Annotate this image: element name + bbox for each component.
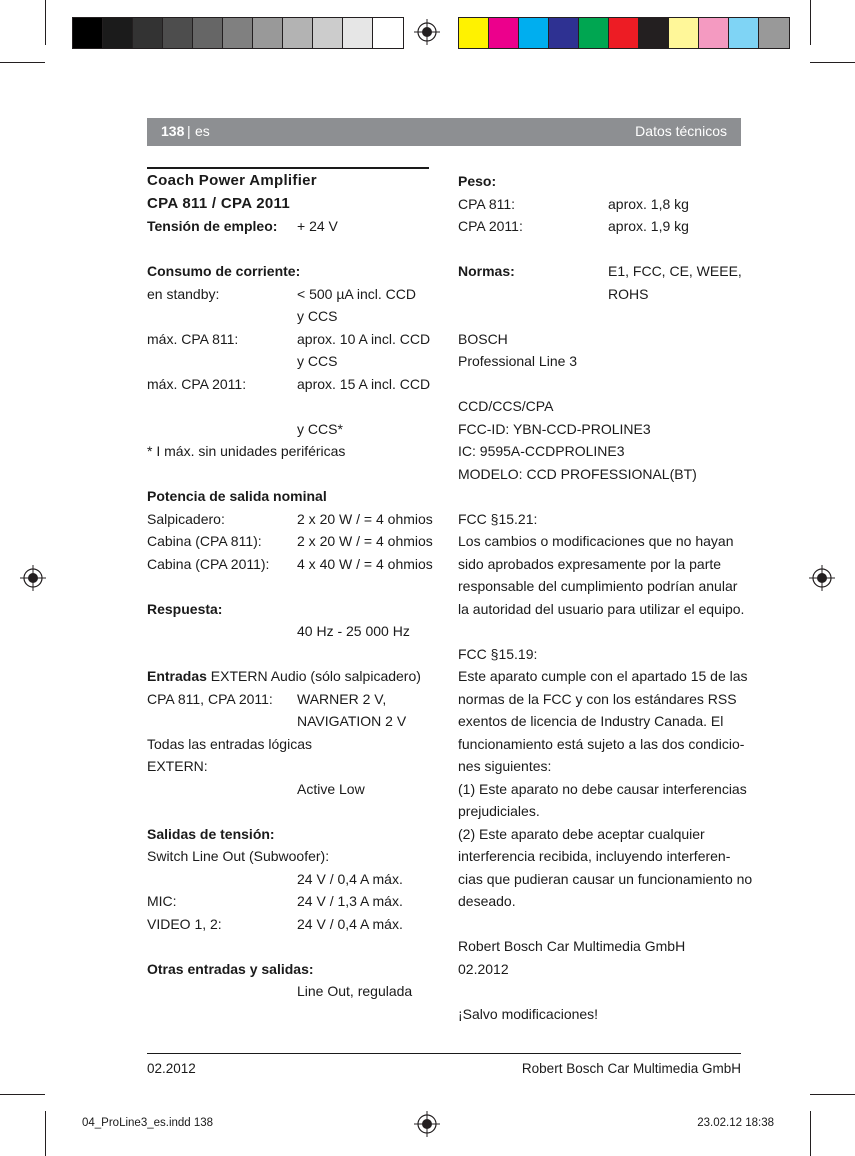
spec-line <box>458 283 748 306</box>
spec-line <box>458 778 748 801</box>
spec-line <box>458 890 748 913</box>
spec-line <box>147 530 437 553</box>
spec-line <box>147 395 437 418</box>
spec-line <box>458 710 748 733</box>
spec-label: nes siguientes: <box>458 758 552 774</box>
spec-value: NAVIGATION 2 V <box>297 713 407 729</box>
spec-line <box>458 193 748 216</box>
color-swatch <box>313 18 343 48</box>
spec-label: Normas: <box>458 263 515 279</box>
color-swatch <box>253 18 283 48</box>
registration-mark-icon <box>809 565 835 591</box>
spec-line <box>458 755 748 778</box>
spec-line <box>458 575 748 598</box>
spec-value: WARNER 2 V, <box>297 690 387 707</box>
spec-label: sido aprobados expresamente por la parte <box>458 555 722 572</box>
spec-label: CPA 2011: <box>458 218 523 234</box>
spec-line <box>147 643 437 666</box>
spec-line <box>458 845 748 868</box>
crop-mark <box>810 1094 855 1095</box>
left-spec-column <box>147 215 437 1003</box>
spec-line <box>147 913 437 936</box>
page-header <box>147 118 741 146</box>
spec-line <box>147 778 437 801</box>
spec-value: 2 x 20 W / = 4 ohmios <box>297 510 433 527</box>
spec-line <box>458 913 748 936</box>
spec-label: Salpicadero: <box>147 510 225 527</box>
spec-line <box>147 283 437 306</box>
color-swatch <box>133 18 163 48</box>
spec-label: Cabina (CPA 811): <box>147 533 262 549</box>
spec-label: 02.2012 <box>458 960 509 977</box>
spec-value: y CCS <box>297 308 338 324</box>
spec-line <box>458 935 748 958</box>
section-title: Datos técnicos <box>635 123 727 139</box>
spec-label: CCD/CCS/CPA <box>458 398 554 414</box>
title-rule <box>147 167 429 169</box>
spec-line <box>147 733 437 756</box>
spec-line <box>147 418 437 441</box>
spec-label: Entradas <box>147 668 207 684</box>
spec-label: normas de la FCC y con los estándares RSS <box>458 690 737 707</box>
spec-label: Todas las entradas lógicas <box>147 735 312 752</box>
spec-line <box>458 395 748 418</box>
spec-line <box>458 260 748 283</box>
spec-line <box>147 553 437 576</box>
spec-value: 2 x 20 W / = 4 ohmios <box>297 533 433 549</box>
spec-label: BOSCH <box>458 330 508 347</box>
color-swatch <box>639 18 669 48</box>
spec-value: aprox. 1,9 kg <box>608 218 689 234</box>
spec-line <box>458 1003 748 1026</box>
color-swatch <box>193 18 223 48</box>
spec-line <box>147 665 437 688</box>
spec-label: Los cambios o modificaciones que no hayan <box>458 533 734 549</box>
spec-label: CPA 811, CPA 2011: <box>147 690 273 707</box>
color-swatch <box>519 18 549 48</box>
spec-line <box>147 958 437 981</box>
spec-label: en standby: <box>147 285 220 302</box>
spec-value: aprox. 10 A incl. CCD <box>297 330 431 347</box>
spec-value: 24 V / 1,3 A máx. <box>297 893 403 909</box>
spec-label: VIDEO 1, 2: <box>147 915 222 932</box>
color-swatch <box>163 18 193 48</box>
spec-line <box>147 935 437 958</box>
spec-value: Active Low <box>297 780 365 797</box>
spec-label: FCC §15.19: <box>458 645 538 662</box>
color-swatch <box>699 18 729 48</box>
color-swatch <box>343 18 373 48</box>
crop-mark <box>0 1094 45 1095</box>
slug-filename: 04_ProLine3_es.indd 138 <box>82 1117 214 1129</box>
spec-label: Professional Line 3 <box>458 353 578 369</box>
spec-line <box>458 620 748 643</box>
spec-line <box>458 733 748 756</box>
spec-label: Switch Line Out (Subwoofer): <box>147 848 330 864</box>
color-swatch <box>729 18 759 48</box>
spec-line <box>458 643 748 666</box>
spec-label: Salidas de tensión: <box>147 825 275 842</box>
spec-line <box>458 508 748 531</box>
color-swatch <box>73 18 103 48</box>
page-number: 138 <box>161 123 185 139</box>
spec-line <box>458 350 748 373</box>
spec-line <box>458 868 753 891</box>
crop-mark <box>810 62 855 63</box>
color-swatch <box>759 18 789 48</box>
spec-value: y CCS <box>297 353 338 369</box>
spec-line <box>458 463 748 486</box>
spec-line <box>458 328 748 351</box>
color-swatch <box>283 18 313 48</box>
slug-datetime: 23.02.12 18:38 <box>697 1117 774 1129</box>
spec-label: (1) Este aparato no debe causar interferencias <box>458 780 747 797</box>
spec-label: la autoridad del usuario para utilizar el equipo. <box>458 600 745 617</box>
spec-line <box>147 463 437 486</box>
color-swatch <box>549 18 579 48</box>
spec-line <box>458 553 748 576</box>
spec-label: Otras entradas y salidas: <box>147 960 314 977</box>
spec-line <box>147 328 437 351</box>
spec-value: Line Out, regulada <box>297 983 413 999</box>
registration-mark-icon <box>20 565 46 591</box>
spec-value: ROHS <box>608 285 649 302</box>
spec-line <box>147 868 437 891</box>
spec-line <box>147 350 437 373</box>
color-swatch <box>609 18 639 48</box>
spec-label: MIC: <box>147 893 177 909</box>
slug-line <box>62 1116 794 1132</box>
spec-label: Potencia de salida nominal <box>147 488 327 504</box>
color-swatch <box>459 18 489 48</box>
spec-line <box>147 373 437 396</box>
spec-value: aprox. 15 A incl. CCD <box>297 375 431 392</box>
spec-value: 24 V / 0,4 A máx. <box>297 870 403 887</box>
language-code: es <box>195 123 210 139</box>
registration-mark-icon <box>414 19 440 45</box>
spec-line <box>147 598 437 621</box>
spec-label: Este aparato cumple con el apartado 15 de las <box>458 668 748 684</box>
right-spec-column <box>458 170 753 1025</box>
spec-line <box>458 530 748 553</box>
spec-line <box>147 215 437 238</box>
spec-line <box>147 508 437 531</box>
spec-label: ¡Salvo modificaciones! <box>458 1005 599 1022</box>
spec-line <box>147 800 437 823</box>
spec-line <box>147 710 437 733</box>
spec-label: MODELO: CCD PROFESSIONAL(BT) <box>458 465 697 482</box>
spec-line <box>458 305 748 328</box>
spec-label: CPA 811: <box>458 195 516 212</box>
spec-label: responsable del cumplimiento podrían anular <box>458 578 738 594</box>
spec-line <box>458 238 748 261</box>
spec-value: 24 V / 0,4 A máx. <box>297 915 403 932</box>
spec-line <box>147 688 437 711</box>
gray-color-bar <box>72 17 404 49</box>
spec-line <box>458 373 748 396</box>
spec-line <box>147 440 437 463</box>
spec-label: FCC §15.21: <box>458 510 538 527</box>
color-swatch <box>579 18 609 48</box>
spec-line <box>458 440 748 463</box>
spec-label: FCC-ID: YBN-CCD-PROLINE3 <box>458 420 651 437</box>
spec-label: (2) Este aparato debe aceptar cualquier <box>458 825 705 842</box>
spec-value: 4 x 40 W / = 4 ohmios <box>297 555 433 572</box>
spec-line <box>147 238 437 261</box>
spec-value: + 24 V <box>297 218 338 234</box>
footer-date: 02.2012 <box>147 1061 196 1076</box>
spec-line <box>458 665 748 688</box>
crop-mark <box>810 0 811 45</box>
product-model: CPA 811 / CPA 2011 <box>147 195 290 212</box>
spec-label: Consumo de corriente: <box>147 263 301 279</box>
spec-label: Tensión de empleo: <box>147 218 278 234</box>
footer-company: Robert Bosch Car Multimedia GmbH <box>521 1061 741 1076</box>
spec-label: máx. CPA 2011: <box>147 375 247 392</box>
color-swatch <box>489 18 519 48</box>
spec-label: Peso: <box>458 173 497 189</box>
spec-value: 40 Hz - 25 000 Hz <box>297 623 410 639</box>
spec-line <box>147 845 437 868</box>
spec-line <box>458 418 748 441</box>
crop-mark <box>45 0 46 45</box>
spec-label-suffix: EXTERN Audio (sólo salpicadero) <box>206 668 421 684</box>
color-swatch <box>223 18 253 48</box>
spec-line <box>458 215 748 238</box>
spec-line <box>147 980 437 1003</box>
spec-label: * I máx. sin unidades periféricas <box>147 443 346 459</box>
spec-line <box>458 485 748 508</box>
spec-value: < 500 µA incl. CCD <box>297 285 416 302</box>
spec-line <box>458 598 748 621</box>
footer-rule <box>147 1053 741 1054</box>
spec-line <box>458 170 748 193</box>
color-swatch <box>373 18 403 48</box>
crop-mark <box>810 1111 811 1156</box>
spec-line <box>147 260 437 283</box>
spec-line <box>458 958 748 981</box>
spec-label: EXTERN: <box>147 758 208 774</box>
spec-label: cias que pudieran causar un funcionamiento no <box>458 870 753 887</box>
product-title: Coach Power Amplifier <box>147 172 317 189</box>
crop-mark <box>0 62 45 63</box>
crop-mark <box>45 1111 46 1156</box>
spec-label: interferencia recibida, incluyendo interferen- <box>458 848 731 864</box>
spec-label: IC: 9595A-CCDPROLINE3 <box>458 443 625 459</box>
spec-line <box>147 823 437 846</box>
spec-line <box>458 688 748 711</box>
spec-label: prejudiciales. <box>458 803 540 819</box>
header-separator: | <box>187 123 191 139</box>
spec-label: exentos de licencia de Industry Canada. El <box>458 713 724 729</box>
spec-line <box>147 305 437 328</box>
spec-label: funcionamiento está sujeto a las dos condicio- <box>458 735 745 752</box>
process-color-bar <box>458 17 790 49</box>
spec-label: Cabina (CPA 2011): <box>147 555 270 572</box>
spec-line <box>147 890 437 913</box>
spec-line <box>458 800 748 823</box>
spec-label: Robert Bosch Car Multimedia GmbH <box>458 938 686 954</box>
spec-line <box>147 485 437 508</box>
spec-label: Respuesta: <box>147 600 223 617</box>
spec-label: deseado. <box>458 893 516 909</box>
spec-label: máx. CPA 811: <box>147 330 239 347</box>
spec-value: y CCS* <box>297 420 343 437</box>
spec-line <box>147 620 437 643</box>
spec-value: E1, FCC, CE, WEEE, <box>608 263 742 279</box>
color-swatch <box>103 18 133 48</box>
spec-value: aprox. 1,8 kg <box>608 195 689 212</box>
spec-line <box>458 823 748 846</box>
spec-line <box>147 755 437 778</box>
color-swatch <box>669 18 699 48</box>
spec-line <box>458 980 748 1003</box>
spec-line <box>147 575 437 598</box>
